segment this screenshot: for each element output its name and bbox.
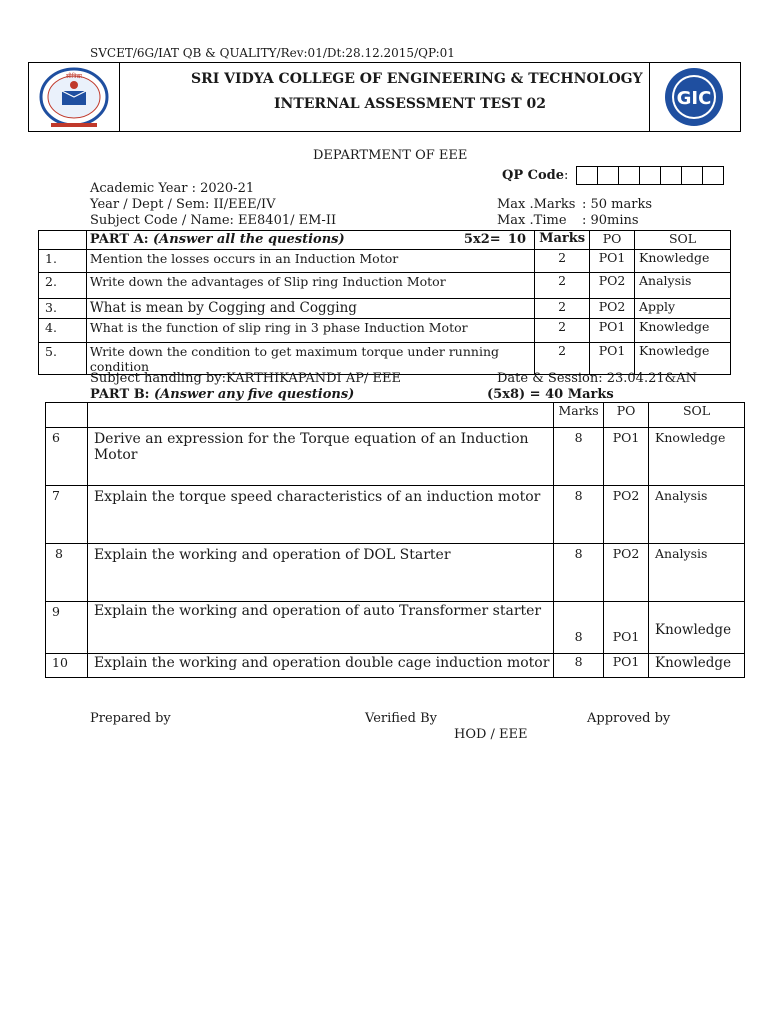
date-session: Date & Session: 23.04.21&AN	[497, 371, 697, 386]
question-po: PO2	[604, 486, 649, 544]
question-text: Write down the advantages of Slip ring Induction Motor	[86, 273, 534, 299]
college-name: SRI VIDYA COLLEGE OF ENGINEERING & TECHNOLOGY	[191, 71, 643, 87]
part-b-header-question	[87, 403, 553, 428]
question-sol: Knowledge	[649, 602, 745, 654]
question-number: 5.	[39, 343, 87, 375]
question-sol: Knowledge	[649, 654, 745, 678]
verified-by: Verified By	[365, 711, 437, 726]
part-a-title: PART A:	[89, 232, 154, 247]
question-number: 8	[46, 544, 88, 602]
college-logo-cell	[29, 63, 120, 131]
question-text: Explain the torque speed characteristics of an induction motor	[87, 486, 553, 544]
part-a-row	[39, 250, 731, 273]
qp-code-box	[702, 166, 724, 185]
part-a-heading	[90, 232, 345, 247]
part-b-header-no	[46, 403, 88, 428]
question-number: 7	[46, 486, 88, 544]
part-b-row	[46, 486, 745, 544]
part-b-row	[46, 428, 745, 486]
part-a-po-header: PO	[590, 231, 635, 250]
part-b-heading	[90, 387, 354, 402]
question-marks: 2	[535, 343, 590, 375]
question-po: PO2	[590, 299, 635, 319]
part-b-row	[46, 544, 745, 602]
part-b-total: (5x8) = 40 Marks	[487, 387, 614, 402]
reference-line: SVCET/6G/IAT QB & QUALITY/Rev:01/Dt:28.12.2015/QP:01	[90, 46, 455, 60]
question-text: Write down the condition to get maximum torque under running condition	[86, 343, 534, 375]
part-a-sol-header: SOL	[635, 231, 731, 250]
logo-caption: स्रीविद्या	[66, 73, 82, 80]
part-b-title: PART B:	[90, 387, 155, 402]
qp-code-box	[660, 166, 682, 185]
test-name: INTERNAL ASSESSMENT TEST 02	[274, 96, 547, 112]
qp-code-box	[639, 166, 661, 185]
question-number: 1.	[39, 250, 87, 273]
year-dept-sem: Year / Dept / Sem: II/EEE/IV	[90, 197, 276, 212]
department-title: DEPARTMENT OF EEE	[313, 148, 468, 163]
part-b-marks-header: Marks	[554, 403, 604, 428]
question-sol: Knowledge	[635, 250, 731, 273]
question-marks: 8	[554, 428, 604, 486]
qp-code-box	[681, 166, 703, 185]
question-marks: 8	[554, 486, 604, 544]
question-po: PO2	[604, 544, 649, 602]
qp-code-label	[502, 168, 568, 183]
certification-logo-cell	[649, 63, 740, 131]
question-sol: Analysis	[635, 273, 731, 299]
question-po: PO1	[604, 428, 649, 486]
question-marks: 2	[535, 299, 590, 319]
question-marks: 2	[535, 319, 590, 343]
question-sol: Knowledge	[635, 319, 731, 343]
prepared-by: Prepared by	[90, 711, 171, 726]
part-b-sol-header: SOL	[649, 403, 745, 428]
question-sol: Analysis	[649, 544, 745, 602]
question-po: PO1	[590, 343, 635, 375]
part-a-row	[39, 299, 731, 319]
qp-code-box	[597, 166, 619, 185]
certification-logo-text: GIC	[676, 88, 712, 109]
part-a-header-no	[39, 231, 87, 250]
question-number: 2.	[39, 273, 87, 299]
question-sol: Analysis	[649, 486, 745, 544]
part-a-formula: 5x2=	[463, 232, 501, 247]
question-sol: Knowledge	[635, 343, 731, 375]
question-text: Explain the working and operation of auto Transformer starter	[87, 602, 553, 654]
question-marks: 2	[535, 250, 590, 273]
academic-year: Academic Year : 2020-21	[90, 181, 255, 196]
max-marks-label: Max .Marks	[497, 197, 576, 212]
approved-by: Approved by	[587, 711, 671, 726]
question-marks: 2	[535, 273, 590, 299]
part-a-table	[38, 230, 731, 375]
question-number: 9	[46, 602, 88, 654]
part-b-row	[46, 602, 745, 654]
question-text: What is mean by Cogging and Cogging	[86, 299, 534, 319]
part-b-instruction: (Answer any five questions)	[154, 387, 355, 402]
question-po: PO1	[590, 250, 635, 273]
qp-code-colon: :	[564, 168, 569, 183]
max-time-label: Max .Time	[497, 213, 567, 228]
college-logo	[29, 63, 119, 131]
question-po: PO1	[604, 654, 649, 678]
question-number: 6	[46, 428, 88, 486]
question-text: Mention the losses occurs in an Induction Motor	[86, 250, 534, 273]
question-number: 4.	[39, 319, 87, 343]
part-a-marks-header: Marks	[535, 231, 590, 250]
hod-label: HOD / EEE	[454, 727, 528, 742]
part-a-total: 10	[507, 232, 527, 247]
part-a-row	[39, 273, 731, 299]
question-text: What is the function of slip ring in 3 phase Induction Motor	[86, 319, 534, 343]
question-text: Derive an expression for the Torque equation of an Induction Motor	[87, 428, 553, 486]
subject-code-name: Subject Code / Name: EE8401/ EM-II	[90, 213, 337, 228]
question-marks: 8	[554, 544, 604, 602]
part-a-header-row	[39, 231, 731, 250]
question-sol: Knowledge	[649, 428, 745, 486]
subject-handling: Subject handling by:KARTHIKAPANDI AP/ EEE	[90, 371, 401, 386]
max-marks-value: : 50 marks	[582, 197, 653, 212]
part-a-instruction: (Answer all the questions)	[153, 232, 345, 247]
qp-code-box	[618, 166, 640, 185]
part-b-row	[46, 654, 745, 678]
question-marks: 8	[554, 654, 604, 678]
qp-code-label-text: QP Code	[502, 168, 565, 183]
question-sol: Apply	[635, 299, 731, 319]
part-a-header-title-cell	[86, 231, 534, 250]
question-number: 3.	[39, 299, 87, 319]
part-a-row	[39, 319, 731, 343]
question-po: PO1	[590, 319, 635, 343]
question-number: 10	[46, 654, 88, 678]
header-box	[28, 62, 741, 132]
part-b-header-row	[46, 403, 745, 428]
max-time-value: : 90mins	[582, 213, 639, 228]
qp-code-box	[576, 166, 598, 185]
qp-code-boxes	[577, 166, 724, 185]
certification-logo	[650, 63, 740, 131]
part-b-table	[45, 402, 745, 678]
part-a-row	[39, 343, 731, 375]
question-text: Explain the working and operation double cage induction motor	[87, 654, 553, 678]
part-b-po-header: PO	[604, 403, 649, 428]
question-text: Explain the working and operation of DOL Starter	[87, 544, 553, 602]
question-po: PO1	[604, 602, 649, 654]
question-po: PO2	[590, 273, 635, 299]
question-marks: 8	[554, 602, 604, 654]
